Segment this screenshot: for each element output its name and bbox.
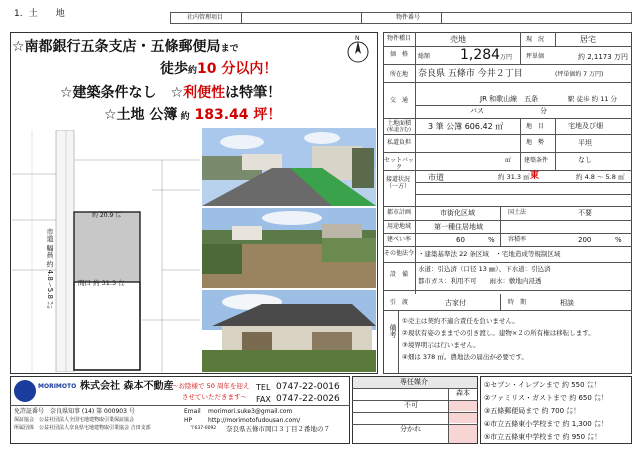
tsubo-label: 坪単価 bbox=[526, 53, 545, 60]
other-value: ・建築基準法 22 条区域 ・宅地造成等規制区域 bbox=[418, 250, 561, 258]
location-label: 所在地 bbox=[389, 71, 408, 78]
tel-value[interactable]: 0747-22-0016 bbox=[276, 382, 340, 392]
header-bar bbox=[170, 12, 632, 24]
jimoku-label: 地 目 bbox=[526, 123, 545, 130]
headline-line4: ☆土地 公簿 約 183.44 坪！ bbox=[104, 107, 282, 123]
bus-label: バス bbox=[470, 107, 484, 115]
nearby-item: ①セブン・イレブンまで 約 550 ㍍！ bbox=[484, 381, 601, 389]
existing-value: 居宅 bbox=[580, 35, 596, 44]
assoc-1: 保証協会 公益社団法人全国宅地建物取引業保証協会 bbox=[14, 417, 135, 423]
tsubo-value: 約 2,1173 万円 bbox=[578, 53, 628, 61]
far-label: 容積率 bbox=[508, 236, 527, 243]
photo-house bbox=[202, 290, 376, 372]
nearby-item: ②ファミリス・ガストまで 約 650 ㍍！ bbox=[484, 394, 609, 402]
handover-time-label: 時 期 bbox=[508, 299, 527, 306]
zoning-value: 市街化区域 bbox=[440, 209, 475, 217]
frontage-side-label: 間口 約 31.3 ㍍ bbox=[78, 279, 125, 287]
remark-item: ②現状有姿のままでの引き渡し。建物×２の所有権は移転します。 bbox=[402, 329, 595, 337]
water-value: 水道：引込済（口径 13 ㎜）、下水道：引込済 bbox=[418, 265, 551, 273]
license: 免許証番号 奈良県知事 (14) 第 000903 号 bbox=[14, 408, 135, 415]
price-unit: 万円 bbox=[500, 54, 513, 61]
remarks-label: 備考 bbox=[389, 324, 397, 338]
existing-label: 現 況 bbox=[526, 36, 545, 43]
parking-value: 不可 bbox=[404, 401, 418, 409]
bcr-value: 60 bbox=[456, 236, 465, 244]
tel-label: TEL bbox=[256, 383, 271, 392]
nearby-item: ⑤市立五條東中学校まで 約 950 ㍍！ bbox=[484, 433, 602, 441]
headline-line2: 徒歩約10 分以内！ bbox=[160, 61, 278, 77]
role-value: 森本 bbox=[456, 389, 470, 397]
location-value: 奈良県 五條市 今井２丁目 bbox=[418, 69, 523, 79]
land-law-value: 不要 bbox=[578, 209, 592, 217]
land-law-label: 国土法 bbox=[508, 209, 527, 216]
gas-value: 都市ガス：利用不可 雨水：敷地内浸透 bbox=[418, 277, 542, 285]
setback-value: なし bbox=[578, 156, 592, 164]
land-area-value: 3 筆 公簿 606.42 ㎡ bbox=[428, 122, 504, 131]
type-label: 物件種目 bbox=[386, 35, 411, 42]
property-no-label: 物件番号 bbox=[396, 14, 421, 21]
setback-r-label: 建築条件 bbox=[524, 157, 549, 164]
line-value: JR 和歌山線 五条 bbox=[480, 95, 539, 103]
road-access-label: 接道状況（一方） bbox=[385, 176, 410, 191]
utilities-label: 設 備 bbox=[389, 271, 408, 278]
traffic-label: 交 通 bbox=[389, 97, 408, 104]
site-map bbox=[12, 130, 200, 372]
nearby-item: ④市立五條東小学校まで 約 1,300 ㍍！ bbox=[484, 420, 608, 428]
handover-time-value: 相談 bbox=[560, 299, 574, 307]
address: 奈良県五條市岡口３丁目２番地の７ bbox=[226, 425, 330, 433]
fax-value: 0747-22-0026 bbox=[276, 394, 340, 404]
other-label: その他法令 bbox=[383, 250, 414, 257]
road1-dir: 東 bbox=[530, 171, 540, 181]
bcr-percent: % bbox=[488, 236, 495, 244]
headline-line1: ☆南都銀行五条支店・五條郵便局まで bbox=[12, 39, 239, 55]
bcr-label: 建ぺい率 bbox=[386, 236, 411, 243]
tsubo-note: (坪単価約 7 万円) bbox=[555, 71, 604, 78]
handover-value: 古家付 bbox=[445, 299, 466, 307]
split-value: 分かれ bbox=[400, 425, 421, 433]
nearby-item: ③五條郵便局まで 約 700 ㍍！ bbox=[484, 407, 581, 415]
remark-item: ③境界明示は行いません。 bbox=[402, 341, 480, 349]
email-value[interactable]: morimori.suke3@gmail.com bbox=[208, 408, 293, 415]
handover-label: 引 渡 bbox=[389, 299, 408, 306]
hp-label: HP bbox=[184, 417, 193, 424]
jimoku-value: 宅地及び畑 bbox=[568, 122, 603, 130]
fax-label: FAX bbox=[256, 395, 271, 404]
land-area-label: 土地面積 (私道含む) bbox=[386, 120, 411, 134]
price-total-label: 総額 bbox=[418, 53, 431, 60]
photo-lot bbox=[202, 208, 376, 288]
agency-name: 株式会社 森本不動産 bbox=[80, 381, 174, 392]
slogan-2: させていただきます～ bbox=[182, 393, 247, 401]
station-walk: 駅 徒歩 約 11 分 bbox=[568, 95, 618, 103]
road1-type: 市道 bbox=[428, 173, 444, 182]
photo-street bbox=[202, 128, 376, 206]
terrain-label: 地 勢 bbox=[526, 139, 545, 146]
price-total: 1,284 bbox=[460, 47, 501, 63]
road1-frontage: 約 31.3 ㎡ bbox=[498, 173, 530, 181]
internal-no-label: 社内管理項目 bbox=[187, 14, 224, 21]
section-title: 1．土 地 bbox=[14, 9, 65, 19]
hp-value[interactable]: http://morimotofudousan.com/ bbox=[208, 417, 301, 424]
logo-text: MORIMOTO bbox=[38, 383, 77, 390]
use-area-label: 用途地域 bbox=[386, 223, 411, 230]
frontage-top-label: 約 20.9 ㍍ bbox=[92, 212, 122, 219]
slogan-1: ～お陰様で 50 周年を迎え bbox=[172, 382, 250, 390]
assoc-2: 所属団体 公益社団法人奈良県宅地建物取引業協会 吉田支部 bbox=[14, 425, 151, 431]
setback-unit: ㎡ bbox=[505, 157, 512, 164]
postal-code: 〒637-0092 bbox=[190, 426, 217, 431]
north-arrow-icon: N bbox=[345, 38, 371, 64]
price-label: 価 格 bbox=[389, 51, 408, 58]
bus-stop: 分 bbox=[540, 107, 547, 115]
private-road-label: 私道負担 bbox=[386, 139, 411, 146]
road1-width: 約 4.8 ～ 5.8 ㎡ bbox=[576, 173, 625, 181]
terrain-value: 平坦 bbox=[578, 139, 592, 147]
headline-line3: ☆建築条件なし ☆利便性は特筆！ bbox=[60, 85, 282, 101]
type-value: 売地 bbox=[450, 35, 466, 44]
use-area-value: 第一種住居地域 bbox=[434, 223, 483, 231]
remark-item: ④畑は 378 ㎡。農地法の届出が必要です。 bbox=[402, 353, 528, 361]
setback-label: セットバック bbox=[384, 157, 414, 171]
far-percent: % bbox=[615, 236, 622, 244]
zoning-label: 都市計画 bbox=[386, 209, 411, 216]
email-label: Email bbox=[184, 408, 201, 415]
road-label: 市道 幅員 約 4.8～5.8 ㍍ bbox=[46, 228, 55, 309]
remark-item: ①売主は契約不適合責任を負いません。 bbox=[402, 317, 519, 325]
role-label: 専任媒介 bbox=[400, 378, 428, 386]
logo-icon bbox=[14, 380, 36, 402]
far-value: 200 bbox=[578, 236, 592, 244]
